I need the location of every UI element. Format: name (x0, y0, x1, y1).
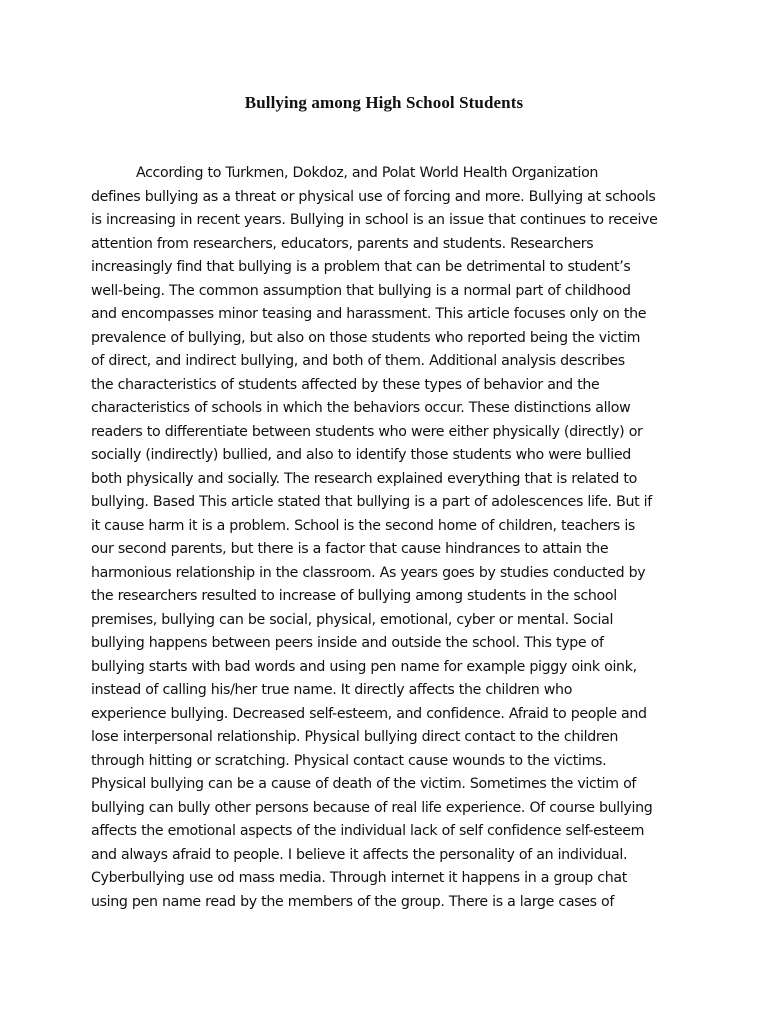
paragraph-line: and encompasses minor teasing and harassment. This article focuses only on the (91, 306, 647, 322)
paragraph-line: the researchers resulted to increase of bullying among students in the school (91, 588, 617, 604)
paragraph-line: through hitting or scratching. Physical contact cause wounds to the victims. (91, 752, 607, 769)
paragraph-line: both physically and socially. The research explained everything that is related to (91, 470, 637, 487)
paragraph-line: is increasing in recent years. Bullying in school is an issue that continues to receive (91, 212, 658, 228)
paragraph-line: According to Turkmen, Dokdoz, and Polat World Health Organization (136, 165, 599, 181)
paragraph-line: premises, bullying can be social, physical, emotional, cyber or mental. Social (91, 611, 614, 628)
paragraph-line: bullying starts with bad words and using pen name for example piggy oink oink, (91, 658, 637, 675)
paragraph-line: bullying happens between peers inside and outside the school. This type of (91, 635, 604, 651)
paragraph-line: it cause harm it is a problem. School is the second home of children, teachers is (91, 517, 635, 534)
paragraph-line: affects the emotional aspects of the individual lack of self confidence self-esteem (91, 823, 645, 839)
paragraph-line: prevalence of bullying, but also on those students who reported being the victim (91, 329, 641, 346)
paragraph-line: using pen name read by the members of the group. There is a large cases of (91, 893, 614, 910)
paragraph-line: characteristics of schools in which the behaviors occur. These distinctions allow (91, 400, 631, 416)
paragraph-line: increasingly find that bullying is a problem that can be detrimental to student’s (91, 259, 631, 275)
paragraph-line: harmonious relationship in the classroom. As years goes by studies conducted by (91, 564, 646, 581)
paragraph-line: attention from researchers, educators, parents and students. Researchers (91, 235, 594, 252)
paragraph-line: experience bullying. Decreased self-esteem, and confidence. Afraid to people and (91, 705, 647, 722)
paragraph-line: bullying can bully other persons because of real life experience. Of course bullying (91, 799, 653, 816)
body-paragraph (91, 162, 691, 914)
document-title: Bullying among High School Students (244, 93, 524, 112)
paragraph-line: socially (indirectly) bullied, and also to identify those students who were bullied (91, 447, 631, 463)
paragraph-line: of direct, and indirect bullying, and both of them. Additional analysis describes (91, 353, 625, 369)
paragraph-line: the characteristics of students affected by these types of behavior and the (91, 376, 600, 393)
paragraph-line: Physical bullying can be a cause of death of the victim. Sometimes the victim of (91, 776, 637, 792)
paragraph-line: lose interpersonal relationship. Physical bullying direct contact to the children (91, 729, 619, 745)
paragraph-line: and always afraid to people. I believe it affects the personality of an individual. (91, 846, 628, 863)
paragraph-line: instead of calling his/her true name. It directly affects the children who (91, 682, 573, 698)
paragraph-line: our second parents, but there is a factor that cause hindrances to attain the (91, 541, 609, 557)
paragraph-line: readers to differentiate between students who were either physically (directly) or (91, 423, 643, 440)
paragraph-line: defines bullying as a threat or physical use of forcing and more. Bullying at schools (91, 188, 656, 205)
paragraph-line: well-being. The common assumption that bullying is a normal part of childhood (91, 282, 631, 299)
paragraph-line: bullying. Based This article stated that bullying is a part of adolescences life. But if (91, 494, 652, 510)
paragraph-line: Cyberbullying use od mass media. Through internet it happens in a group chat (91, 870, 627, 886)
